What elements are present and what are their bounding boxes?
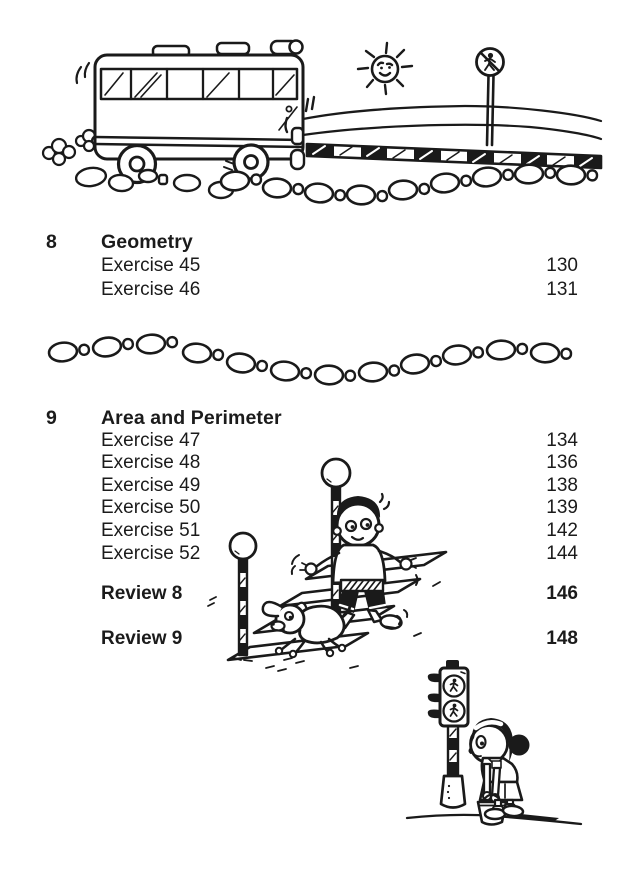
toc-entry-page: 136 — [546, 452, 578, 474]
toc-entry-label: Exercise 49 — [101, 474, 201, 496]
toc-entry-page: 148 — [546, 627, 578, 649]
no-pedestrians-sign-icon — [477, 49, 504, 146]
toc-entry-page: 144 — [546, 542, 578, 564]
toc-entry-page: 131 — [546, 278, 578, 300]
striped-kerb — [307, 144, 601, 168]
road-edge — [303, 106, 601, 139]
section-number: 9 — [46, 407, 57, 429]
toc-entry-label: Exercise 47 — [101, 429, 201, 451]
section-header — [0, 407, 635, 430]
stones — [75, 166, 233, 198]
section-title: Geometry — [101, 231, 193, 253]
toc-entry-page: 130 — [546, 255, 578, 277]
toc-section-geometry — [0, 231, 635, 301]
motion-dashes — [77, 63, 90, 83]
toc-entry — [0, 254, 635, 277]
toc-entry-label: Exercise 50 — [101, 497, 201, 519]
toc-entry-page: 139 — [546, 497, 578, 519]
bus — [95, 41, 314, 183]
toc-entry-label: Review 9 — [101, 627, 183, 649]
toc-entry — [0, 278, 635, 301]
toc-entry-page: 142 — [546, 519, 578, 541]
bus-scene-illustration — [35, 25, 605, 220]
toc-entry-page: 146 — [546, 583, 578, 605]
footprints-trail-middle — [45, 330, 590, 400]
toc-entry-page: 134 — [546, 429, 578, 451]
toc-entry-label: Exercise 52 — [101, 542, 201, 564]
zebra-crossing-illustration — [198, 436, 473, 676]
toc-entry-page: 138 — [546, 474, 578, 496]
belisha-beacon-icon — [230, 533, 256, 661]
section-header — [0, 231, 635, 254]
pedestrian-signal-illustration — [395, 646, 590, 858]
exhaust-puffs — [43, 130, 102, 165]
footprints-trail-top — [220, 163, 597, 205]
toc-entry-label: Exercise 51 — [101, 519, 201, 541]
toc-entry-label: Review 8 — [101, 583, 183, 605]
section-number: 8 — [46, 231, 57, 253]
girl-figure — [470, 718, 530, 825]
section-title: Area and Perimeter — [101, 407, 282, 429]
pedestrian-traffic-light-icon — [428, 660, 468, 808]
sun-icon — [358, 43, 412, 94]
toc-entry-label: Exercise 46 — [101, 278, 201, 300]
toc-entry-label: Exercise 45 — [101, 255, 201, 277]
toc-entry-label: Exercise 48 — [101, 452, 201, 474]
